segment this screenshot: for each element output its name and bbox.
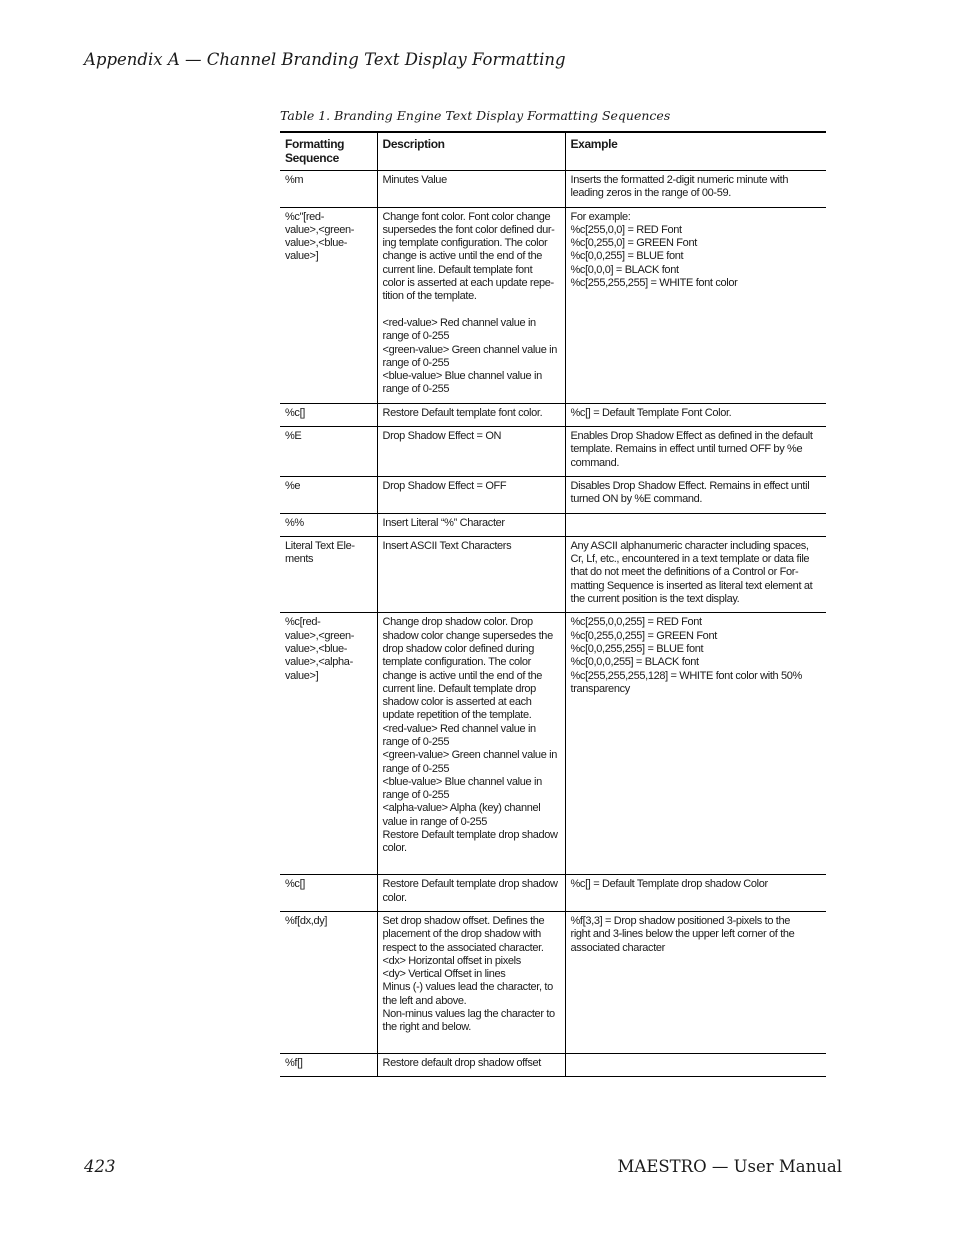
description-cell: Insert ASCII Text Characters bbox=[377, 536, 565, 612]
example-cell: For example: %c[255,0,0] = RED Font %c[0,255,0] = GREEN Font %c[0,0,255] = BLUE font %c[0,0,0] = BLACK font %c[255,255,255] = WHITE font color bbox=[565, 207, 826, 403]
table-row bbox=[280, 875, 826, 912]
sequence-cell: %% bbox=[280, 513, 377, 536]
column-header-sequence: Formatting Sequence bbox=[280, 132, 377, 171]
description-cell: Insert Literal “%” Character bbox=[377, 513, 565, 536]
example-cell: Any ASCII alphanumeric character including spaces, Cr, Lf, etc., encountered in a text template or data file that do not meet the definitions of a Control or For- matting Sequence is inserted as literal text element at the current position is the text display. bbox=[565, 536, 826, 612]
column-header-description: Description bbox=[377, 132, 565, 171]
sequence-cell: %m bbox=[280, 171, 377, 208]
description-cell: Restore Default template drop shadow color. bbox=[377, 875, 565, 912]
sequence-cell: %f[dx,dy] bbox=[280, 911, 377, 1053]
table-row bbox=[280, 207, 826, 403]
sequence-cell: %e bbox=[280, 476, 377, 513]
example-cell bbox=[565, 1053, 826, 1076]
example-cell: Enables Drop Shadow Effect as defined in the default template. Remains in effect until turned OFF by %e command. bbox=[565, 427, 826, 477]
table-row bbox=[280, 1053, 826, 1076]
description-cell: Change font color. Font color change supersedes the font color defined dur- ing template configuration. The color change is active until the end of the current line. Default template font color is asserted at each update repe- tition of the template. <red-value> Red channel value in range of 0-255 <green-value> Green channel value in range of 0-255 <blue-value> Blue channel value in range of 0-255 bbox=[377, 207, 565, 403]
table-row bbox=[280, 513, 826, 536]
sequence-cell: %c[] bbox=[280, 403, 377, 426]
description-cell: Minutes Value bbox=[377, 171, 565, 208]
sequence-cell: %c[red- value>,<green- value>,<blue- value>,<alpha- value>] bbox=[280, 613, 377, 875]
example-cell: Disables Drop Shadow Effect. Remains in effect until turned ON by %E command. bbox=[565, 476, 826, 513]
sequence-cell: Literal Text Ele- ments bbox=[280, 536, 377, 612]
description-cell: Restore Default template font color. bbox=[377, 403, 565, 426]
description-cell: Drop Shadow Effect = OFF bbox=[377, 476, 565, 513]
sequence-cell: %c"[red- value>,<green- value>,<blue- value>] bbox=[280, 207, 377, 403]
column-header-example: Example bbox=[565, 132, 826, 171]
table-row bbox=[280, 427, 826, 477]
sequence-cell: %E bbox=[280, 427, 377, 477]
example-cell: %c[] = Default Template Font Color. bbox=[565, 403, 826, 426]
table-row bbox=[280, 911, 826, 1053]
table-header-row bbox=[280, 132, 826, 171]
example-cell: %c[] = Default Template drop shadow Color bbox=[565, 875, 826, 912]
example-cell: %c[255,0,0,255] = RED Font %c[0,255,0,255] = GREEN Font %c[0,0,255,255] = BLUE font %c[0,0,0,255] = BLACK font %c[255,255,255,128] = WHITE font color with 50% transparency bbox=[565, 613, 826, 875]
table-caption: Table 1. Branding Engine Text Display Formatting Sequences bbox=[280, 108, 671, 123]
table-row bbox=[280, 476, 826, 513]
document-title: MAESTRO — User Manual bbox=[617, 1157, 842, 1176]
table-row bbox=[280, 171, 826, 208]
example-cell: %f[3,3] = Drop shadow positioned 3-pixels to the right and 3-lines below the upper left corner of the associated character bbox=[565, 911, 826, 1053]
page-number: 423 bbox=[84, 1157, 116, 1176]
table-row bbox=[280, 403, 826, 426]
table-row bbox=[280, 613, 826, 875]
table-row bbox=[280, 536, 826, 612]
running-header-title: Appendix A — Channel Branding Text Display Formatting bbox=[84, 50, 566, 69]
example-cell bbox=[565, 513, 826, 536]
example-cell: Inserts the formatted 2-digit numeric minute with leading zeros in the range of 00-59. bbox=[565, 171, 826, 208]
sequence-cell: %c[] bbox=[280, 875, 377, 912]
description-cell: Change drop shadow color. Drop shadow color change supersedes the drop shadow color defined during template configuration. The color change is active until the end of the current line. Default template drop shadow color is asserted at each update repetition of the template. <red-value> Red channel value in range of 0-255 <green-value> Green channel value in range of 0-255 <blue-value> Blue channel value in range of 0-255 <alpha-value> Alpha (key) channel value in range of 0-255 Restore Default template drop shadow color. bbox=[377, 613, 565, 875]
sequence-cell: %f[] bbox=[280, 1053, 377, 1076]
description-cell: Restore default drop shadow offset bbox=[377, 1053, 565, 1076]
formatting-sequences-table bbox=[280, 131, 826, 1077]
description-cell: Drop Shadow Effect = ON bbox=[377, 427, 565, 477]
description-cell: Set drop shadow offset. Defines the placement of the drop shadow with respect to the associated character. <dx> Horizontal offset in pixels <dy> Vertical Offset in lines Minus (-) values lead the character, to the left and above. Non-minus values lag the character to the right and below. bbox=[377, 911, 565, 1053]
